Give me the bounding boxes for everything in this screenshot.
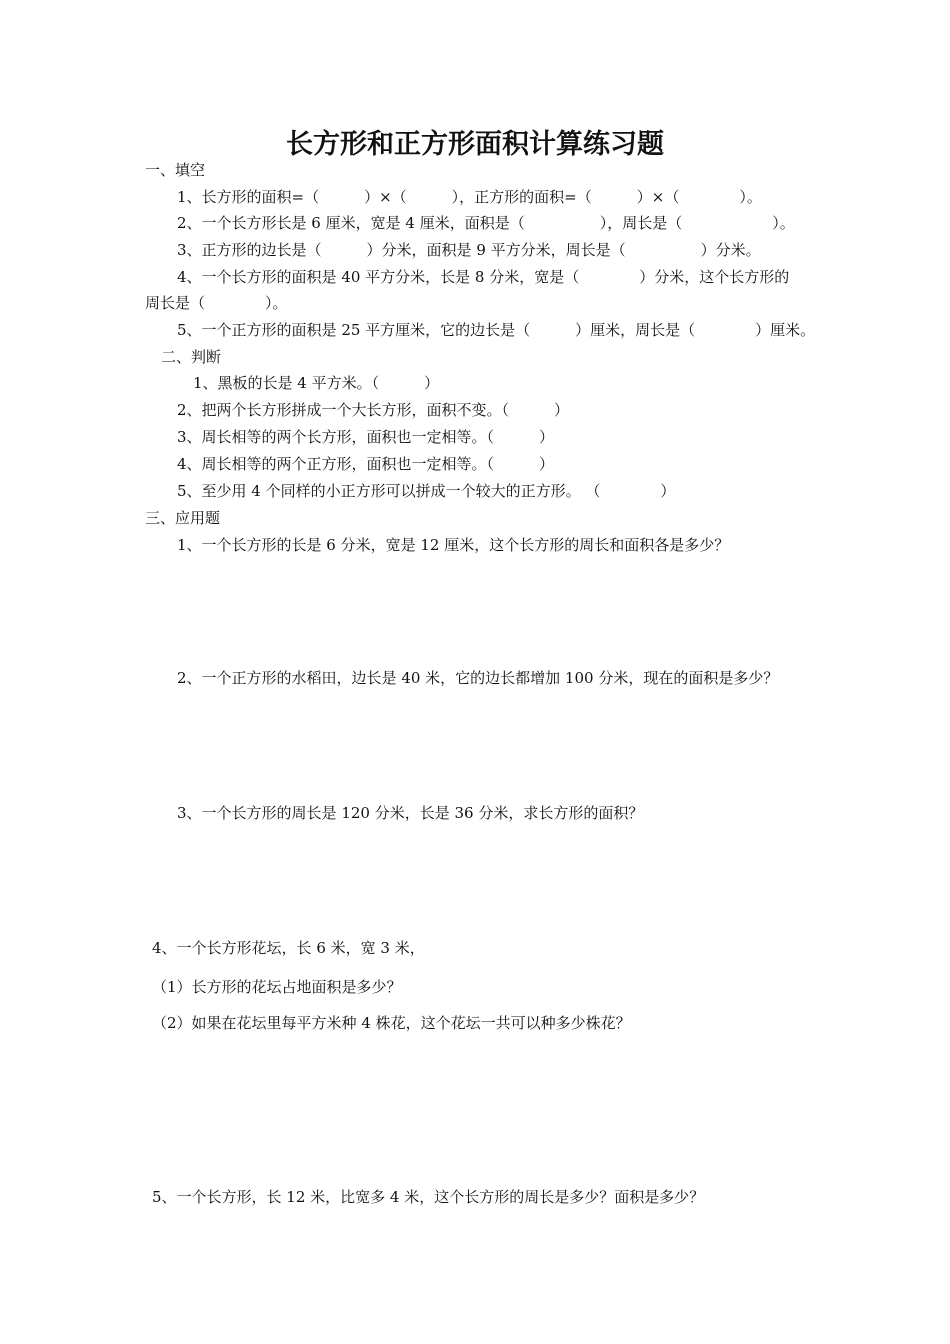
section-heading-judge: 二、判断	[161, 348, 222, 366]
application-item-4-sub-2: （2）如果在花坛里每平方米种 4 株花，这个花坛一共可以种多少株花？	[152, 1014, 631, 1032]
page-title: 长方形和正方形面积计算练习题	[286, 129, 664, 160]
judge-item-5: 5、至少用 4 个同样的小正方形可以拼成一个较大的正方形。 （ ）	[177, 482, 676, 500]
application-item-4: 4、一个长方形花坛，长 6 米，宽 3 米，	[152, 939, 425, 957]
application-item-5: 5、一个长方形，长 12 米，比宽多 4 米，这个长方形的周长是多少？面积是多少？	[152, 1188, 705, 1206]
judge-item-3: 3、周长相等的两个长方形，面积也一定相等。（ ）	[177, 428, 555, 446]
fill-blank-item-3: 3、正方形的边长是（ ）分米，面积是 9 平方分米，周长是（ ）分米。	[177, 241, 761, 259]
judge-item-1: 1、黑板的长是 4 平方米。（ ）	[193, 374, 440, 392]
section-heading-fill-blank: 一、填空	[145, 161, 206, 179]
fill-blank-item-5: 5、一个正方形的面积是 25 平方厘米，它的边长是（ ）厘米，周长是（ ）厘米。	[177, 321, 816, 339]
application-item-4-sub-1: （1）长方形的花坛占地面积是多少？	[152, 978, 402, 996]
fill-blank-item-4-cont: 周长是（ ）。	[145, 294, 288, 312]
fill-blank-item-1: 1、长方形的面积=（ ）×（ ），正方形的面积=（ ）×（ ）。	[177, 188, 762, 206]
judge-item-2: 2、把两个长方形拼成一个大长方形，面积不变。（ ）	[177, 401, 570, 419]
application-item-2: 2、一个正方形的水稻田，边长是 40 米，它的边长都增加 100 分米，现在的面积是多少？	[177, 669, 779, 687]
fill-blank-item-4: 4、一个长方形的面积是 40 平方分米，长是 8 分米，宽是（ ）分米，这个长方形的	[177, 268, 790, 286]
section-heading-application: 三、应用题	[145, 509, 221, 527]
application-item-1: 1、一个长方形的长是 6 分米，宽是 12 厘米，这个长方形的周长和面积各是多少？	[177, 536, 730, 554]
fill-blank-item-2: 2、一个长方形长是 6 厘米，宽是 4 厘米，面积是（ ），周长是（ ）。	[177, 214, 795, 232]
application-item-3: 3、一个长方形的周长是 120 分米，长是 36 分米，求长方形的面积？	[177, 804, 644, 822]
judge-item-4: 4、周长相等的两个正方形，面积也一定相等。（ ）	[177, 455, 555, 473]
